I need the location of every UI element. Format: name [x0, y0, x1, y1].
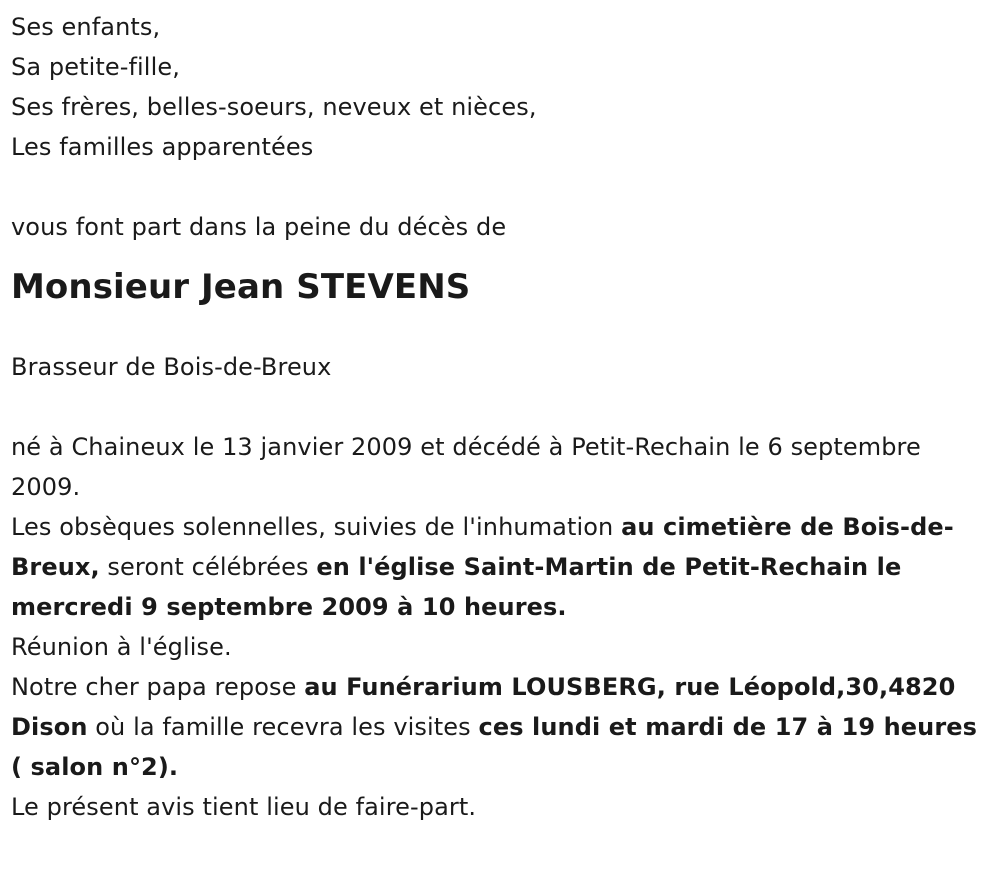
- cemetery-location: au cimetière de Bois-de-Breux,: [11, 513, 954, 581]
- rest-text: [11, 667, 991, 787]
- family-line-relatives: Les familles apparentées: [11, 133, 314, 161]
- visiting-hours: ces lundi et mardi de 17 à 19 heures ( salon n°2).: [11, 713, 978, 781]
- meeting-text: Réunion à l'église.: [11, 633, 232, 661]
- family-line-children: Ses enfants,: [11, 13, 161, 41]
- deceased-name: Monsieur Jean STEVENS: [11, 267, 471, 307]
- spacer: [11, 387, 991, 427]
- rest-text-part1: Notre cher papa repose: [11, 673, 305, 701]
- funeral-text-part2: seront célébrées: [99, 553, 317, 581]
- family-line-granddaughter: Sa petite-fille,: [11, 53, 180, 81]
- funeral-text-part1: Les obsèques solennelles, suivies de l'inhumation: [11, 513, 622, 541]
- rest-text-part2: où la famille recevra les visites: [87, 713, 479, 741]
- death-notice: [11, 7, 991, 827]
- closing-text: Le présent avis tient lieu de faire-part.: [11, 793, 477, 821]
- birth-death-text: né à Chaineux le 13 janvier 2009 et décédé à Petit-Rechain le 6 septembre 2009.: [11, 433, 921, 501]
- family-line-siblings: Ses frères, belles-soeurs, neveux et nièces,: [11, 93, 537, 121]
- funeral-text: [11, 507, 991, 627]
- funeral-home-address: au Funérarium LOUSBERG, rue Léopold,30,4820 Dison: [11, 673, 956, 741]
- ceremony-details: en l'église Saint-Martin de Petit-Rechain le mercredi 9 septembre 2009 à 10 heures.: [11, 553, 902, 621]
- deceased-occupation: Brasseur de Bois-de-Breux: [11, 353, 332, 381]
- announcement-text: vous font part dans la peine du décès de: [11, 213, 507, 241]
- spacer: [11, 167, 991, 207]
